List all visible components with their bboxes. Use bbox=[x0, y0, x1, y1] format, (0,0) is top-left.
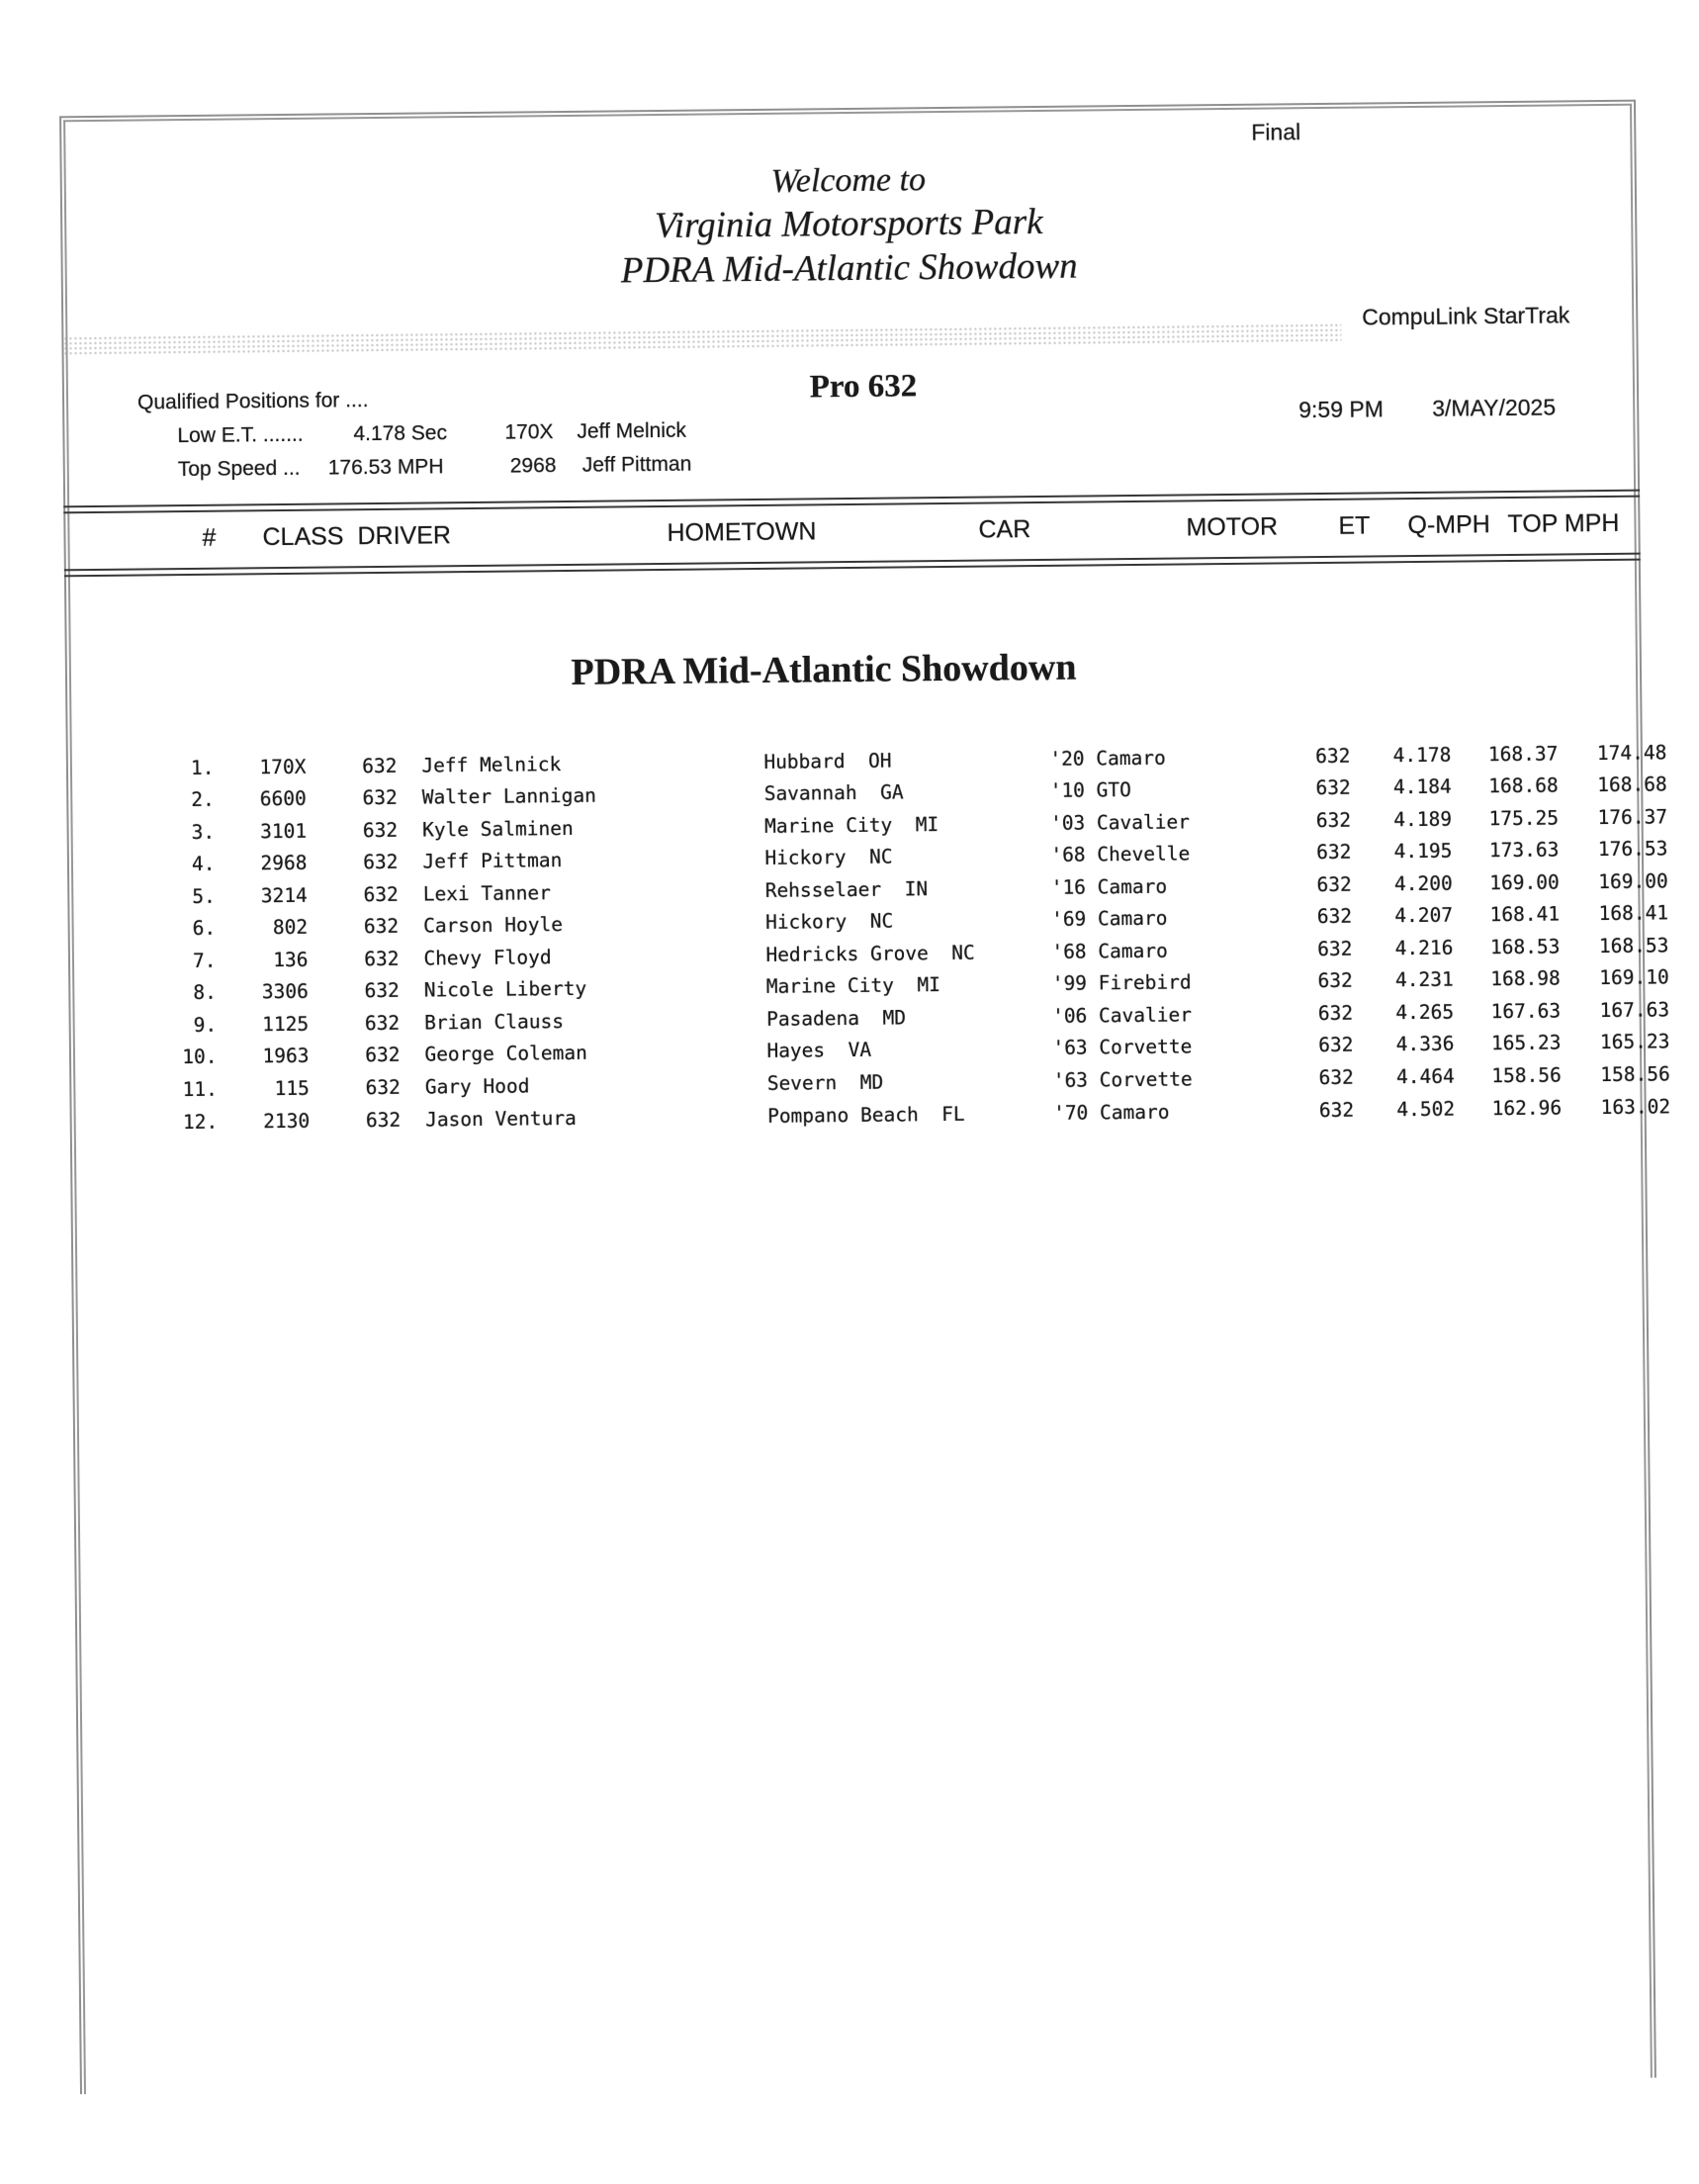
cell-rank: 2. bbox=[191, 787, 215, 812]
cell-motor: 632 bbox=[1318, 1098, 1355, 1122]
header-qmph: Q-MPH bbox=[1407, 510, 1490, 540]
cell-qmph: 168.37 bbox=[1487, 742, 1559, 766]
cell-driver: Jeff Melnick bbox=[421, 752, 562, 777]
header-motor: MOTOR bbox=[1186, 512, 1279, 542]
low-et-car-number: 170X bbox=[504, 420, 554, 444]
cell-driver: Nicole Liberty bbox=[423, 977, 587, 1002]
cell-et: 4.216 bbox=[1394, 936, 1454, 960]
cell-driver: Jeff Pittman bbox=[422, 849, 563, 873]
cell-et: 4.265 bbox=[1395, 1000, 1455, 1025]
cell-car-number: 170X bbox=[259, 755, 307, 778]
cell-class: 632 bbox=[363, 850, 399, 874]
cell-driver: George Coleman bbox=[424, 1042, 587, 1066]
cell-car-number: 2968 bbox=[260, 851, 308, 875]
cell-qmph: 167.63 bbox=[1490, 999, 1562, 1024]
cell-qmph: 168.98 bbox=[1490, 966, 1561, 991]
cell-driver: Kyle Salminen bbox=[421, 816, 574, 842]
cell-qmph: 162.96 bbox=[1491, 1096, 1563, 1120]
cell-class: 632 bbox=[363, 915, 400, 939]
qualified-positions-header: Qualified Positions for .... bbox=[136, 389, 369, 414]
cell-motor: 632 bbox=[1315, 775, 1351, 800]
cell-driver: Carson Hoyle bbox=[422, 913, 564, 938]
cell-et: 4.336 bbox=[1395, 1033, 1455, 1056]
low-et-label: Low E.T. ....... bbox=[177, 422, 304, 448]
cell-motor: 632 bbox=[1317, 937, 1353, 960]
cell-hometown: Pompano Beach FL bbox=[766, 1102, 965, 1128]
cell-et: 4.200 bbox=[1393, 871, 1453, 895]
welcome-line-1: Welcome to bbox=[770, 161, 927, 200]
header-topmph: TOP MPH bbox=[1507, 508, 1620, 539]
cell-hometown: Hedricks Grove NC bbox=[765, 941, 975, 966]
cell-class: 632 bbox=[363, 882, 399, 906]
cell-hometown: Severn MD bbox=[766, 1070, 884, 1095]
cell-topmph: 168.53 bbox=[1598, 934, 1669, 957]
section-title: PDRA Mid-Atlantic Showdown bbox=[571, 646, 1077, 693]
cell-et: 4.231 bbox=[1394, 968, 1454, 992]
cell-hometown: Pasadena MD bbox=[765, 1006, 907, 1031]
welcome-line-2: Virginia Motorsports Park bbox=[654, 201, 1043, 247]
qualifying-table bbox=[65, 705, 1671, 1134]
print-time: 9:59 PM bbox=[1298, 396, 1385, 423]
cell-class: 632 bbox=[365, 1108, 402, 1132]
cell-topmph: 169.10 bbox=[1599, 965, 1669, 990]
cell-car: '03 Cavalier bbox=[1049, 810, 1191, 835]
cell-class: 632 bbox=[364, 947, 400, 970]
cell-topmph: 165.23 bbox=[1599, 1030, 1670, 1054]
cell-car: '20 Camaro bbox=[1049, 746, 1166, 771]
cell-topmph: 158.56 bbox=[1600, 1062, 1670, 1087]
header-et: ET bbox=[1338, 511, 1371, 540]
print-date: 3/MAY/2025 bbox=[1432, 394, 1557, 421]
cell-topmph: 174.48 bbox=[1596, 740, 1667, 765]
cell-car: '68 Chevelle bbox=[1050, 842, 1191, 867]
header-driver: DRIVER bbox=[357, 521, 452, 551]
cell-car-number: 3101 bbox=[259, 819, 308, 843]
cell-qmph: 168.68 bbox=[1488, 774, 1559, 798]
cell-hometown: Hayes VA bbox=[766, 1039, 872, 1063]
cell-hometown: Hubbard OH bbox=[763, 749, 892, 774]
header-car-number: # bbox=[202, 523, 217, 552]
cell-class: 632 bbox=[362, 785, 398, 810]
cell-qmph: 173.63 bbox=[1488, 838, 1560, 863]
cell-car-number: 3306 bbox=[261, 980, 309, 1004]
cell-motor: 632 bbox=[1318, 1034, 1354, 1057]
cell-motor: 632 bbox=[1316, 872, 1352, 896]
cell-topmph: 167.63 bbox=[1599, 998, 1670, 1023]
cell-class: 632 bbox=[364, 979, 400, 1003]
scanned-sheet bbox=[59, 100, 1671, 2095]
cell-hometown: Rehsselaer IN bbox=[764, 876, 929, 902]
cell-hometown: Savannah GA bbox=[763, 780, 904, 806]
cell-car: '70 Camaro bbox=[1052, 1100, 1170, 1125]
cell-motor: 632 bbox=[1317, 969, 1353, 993]
cell-topmph: 176.53 bbox=[1597, 837, 1668, 862]
cell-et: 4.189 bbox=[1393, 807, 1453, 831]
cell-car: '63 Corvette bbox=[1052, 1035, 1193, 1060]
cell-class: 632 bbox=[362, 754, 398, 777]
cell-car: '10 GTO bbox=[1049, 778, 1131, 802]
cell-car-number: 1963 bbox=[262, 1045, 310, 1068]
cell-hometown: Marine City MI bbox=[765, 973, 940, 999]
cell-car-number: 115 bbox=[274, 1076, 310, 1101]
cell-car: '68 Camaro bbox=[1051, 939, 1168, 963]
cell-motor: 632 bbox=[1317, 1001, 1354, 1025]
cell-rank: 11. bbox=[182, 1077, 218, 1102]
header-hometown: HOMETOWN bbox=[667, 517, 817, 547]
cell-car-number: 2130 bbox=[263, 1109, 311, 1133]
cell-rank: 7. bbox=[192, 949, 217, 972]
cell-et: 4.207 bbox=[1394, 903, 1454, 928]
cell-car: '63 Corvette bbox=[1052, 1067, 1193, 1092]
cell-rank: 5. bbox=[192, 884, 216, 908]
cell-rank: 6. bbox=[192, 917, 217, 941]
cell-driver: Walter Lannigan bbox=[421, 783, 596, 809]
cell-motor: 632 bbox=[1316, 904, 1353, 929]
cell-topmph: 176.37 bbox=[1597, 804, 1668, 829]
cell-driver: Lexi Tanner bbox=[422, 880, 552, 906]
header-car: CAR bbox=[978, 515, 1031, 544]
cell-qmph: 169.00 bbox=[1489, 870, 1560, 894]
cell-car: '16 Camaro bbox=[1050, 874, 1168, 899]
cell-class: 632 bbox=[364, 1011, 401, 1036]
cell-car-number: 802 bbox=[272, 916, 309, 940]
cell-car-number: 3214 bbox=[260, 883, 308, 907]
cell-driver: Gary Hood bbox=[424, 1074, 530, 1099]
cell-qmph: 168.41 bbox=[1489, 902, 1561, 927]
cell-car-number: 1125 bbox=[262, 1012, 310, 1037]
top-speed-car-number: 2968 bbox=[509, 454, 557, 478]
cell-rank: 12. bbox=[182, 1110, 219, 1134]
cell-class: 632 bbox=[365, 1044, 401, 1067]
cell-motor: 632 bbox=[1315, 808, 1352, 832]
low-et-driver: Jeff Melnick bbox=[577, 418, 687, 443]
cell-et: 4.184 bbox=[1392, 774, 1452, 799]
top-speed-value: 176.53 MPH bbox=[327, 455, 444, 480]
top-speed-driver: Jeff Pittman bbox=[581, 452, 692, 477]
low-et-value: 4.178 Sec bbox=[353, 421, 448, 446]
cell-hometown: Hickory NC bbox=[764, 909, 894, 935]
header-class: CLASS bbox=[262, 522, 344, 552]
brand-label: CompuLink StarTrak bbox=[1362, 302, 1570, 330]
cell-car: '69 Camaro bbox=[1050, 906, 1168, 932]
cell-motor: 632 bbox=[1314, 744, 1351, 768]
cell-rank: 1. bbox=[190, 756, 215, 779]
cell-class: 632 bbox=[362, 818, 399, 842]
cell-rank: 9. bbox=[193, 1013, 218, 1037]
cell-et: 4.195 bbox=[1393, 839, 1453, 864]
cell-car: '06 Cavalier bbox=[1051, 1003, 1193, 1028]
cell-qmph: 158.56 bbox=[1491, 1063, 1562, 1088]
cell-qmph: 165.23 bbox=[1490, 1031, 1562, 1055]
cell-car-number: 136 bbox=[273, 948, 309, 971]
cell-topmph: 168.41 bbox=[1598, 901, 1669, 926]
cell-rank: 10. bbox=[182, 1046, 218, 1069]
final-label: Final bbox=[1251, 119, 1301, 145]
cell-motor: 632 bbox=[1316, 840, 1352, 864]
cell-hometown: Marine City MI bbox=[763, 812, 939, 838]
cell-topmph: 168.68 bbox=[1597, 773, 1667, 797]
cell-et: 4.464 bbox=[1395, 1064, 1455, 1089]
welcome-line-3: PDRA Mid-Atlantic Showdown bbox=[620, 245, 1078, 292]
cell-driver: Chevy Floyd bbox=[423, 946, 552, 970]
cell-driver: Jason Ventura bbox=[425, 1106, 577, 1132]
welcome-heading bbox=[60, 152, 1638, 300]
cell-hometown: Hickory NC bbox=[764, 845, 893, 870]
cell-et: 4.178 bbox=[1392, 743, 1452, 767]
cell-motor: 632 bbox=[1318, 1065, 1354, 1090]
cell-topmph: 163.02 bbox=[1600, 1094, 1671, 1119]
cell-topmph: 169.00 bbox=[1598, 869, 1668, 893]
cell-class: 632 bbox=[365, 1075, 401, 1100]
cell-qmph: 175.25 bbox=[1488, 806, 1560, 830]
cell-car: '99 Firebird bbox=[1051, 970, 1192, 996]
cell-rank: 4. bbox=[191, 852, 216, 876]
cell-rank: 3. bbox=[191, 820, 216, 844]
cell-driver: Brian Clauss bbox=[423, 1009, 565, 1035]
cell-rank: 8. bbox=[193, 981, 217, 1005]
class-title: Pro 632 bbox=[809, 368, 918, 406]
cell-et: 4.502 bbox=[1396, 1097, 1456, 1121]
top-speed-label: Top Speed ... bbox=[177, 456, 301, 482]
cell-car-number: 6600 bbox=[259, 786, 307, 811]
cell-qmph: 168.53 bbox=[1489, 935, 1561, 959]
